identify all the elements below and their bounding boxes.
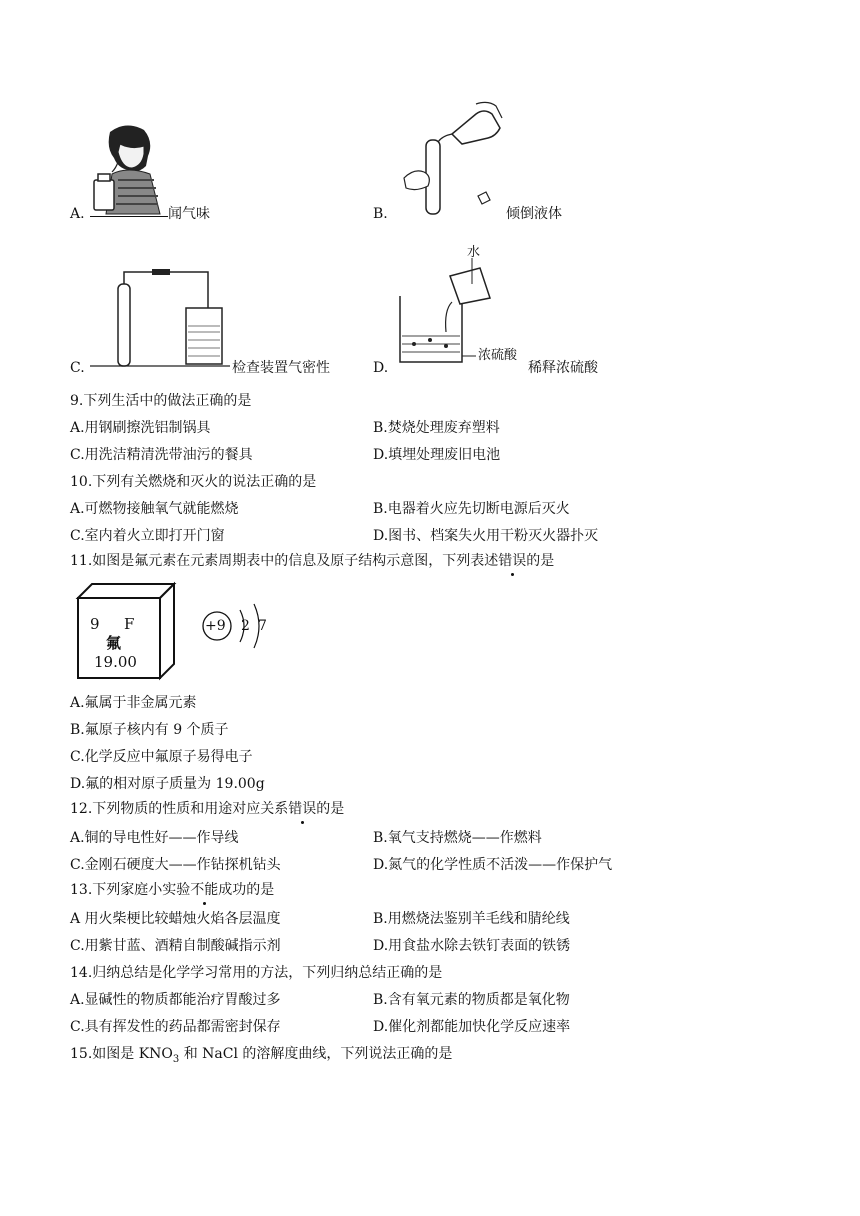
water-label: 水 (467, 245, 481, 260)
q8-option-d-caption: 稀释浓硫酸 (528, 360, 598, 376)
q9-option-a: A.用钢刷擦洗铝制锅具 (70, 420, 211, 436)
q11-option-c: C.化学反应中氟原子易得电子 (70, 749, 253, 765)
q13-option-b: B.用燃烧法鉴别羊毛线和腈纶线 (373, 911, 570, 927)
q12-option-b: B.氧气支持燃烧——作燃料 (373, 830, 542, 846)
atom-nucleus: +9 (205, 618, 226, 634)
q11-option-b: B.氟原子核内有 9 个质子 (70, 722, 229, 738)
q12-stem-emphasis: 错误 (288, 801, 317, 817)
q15-stem-before: 15.如图是 KNO (70, 1046, 173, 1062)
q15-stem (70, 1044, 452, 1070)
q13-stem-before: 13.下列家庭小实验 (70, 882, 191, 898)
q12-option-d: D.氮气的化学性质不活泼——作保护气 (373, 857, 613, 873)
acid-label: 浓硫酸 (478, 348, 518, 363)
q12-stem-after: 的是 (316, 801, 345, 817)
q13-stem-emphasis: 不能 (190, 882, 219, 898)
q13-option-d: D.用食盐水除去铁钉表面的铁锈 (373, 938, 571, 954)
smell-gas-figure (88, 122, 168, 218)
atom-shell-1: 2 (241, 618, 250, 634)
q14-option-c: C.具有挥发性的药品都需密封保存 (70, 1019, 281, 1035)
q14-option-a: A.显碱性的物质都能治疗胃酸过多 (70, 992, 281, 1008)
element-number: 9 (90, 615, 100, 633)
q14-option-b: B.含有氧元素的物质都是氧化物 (373, 992, 570, 1008)
q11-stem-after: 的是 (526, 553, 555, 569)
q8-option-b-letter: B. (373, 206, 388, 222)
q10-option-d: D.图书、档案失火用干粉灭火器扑灭 (373, 528, 599, 544)
q12-stem (70, 799, 344, 819)
q15-stem-after: 和 NaCl 的溶解度曲线，下列说法正确的是 (179, 1046, 453, 1062)
q13-stem-after: 成功的是 (218, 882, 275, 898)
q8-option-a-letter: A. (70, 206, 85, 222)
q9-option-d: D.填埋处理废旧电池 (373, 447, 501, 463)
q10-option-b: B.电器着火应先切断电源后灭火 (373, 501, 570, 517)
q11-stem-before: 11.如图是氟元素在元素周期表中的信息及原子结构示意图，下列表述 (70, 553, 499, 569)
element-mass: 19.00 (94, 653, 137, 671)
q12-option-a: A.铜的导电性好——作导线 (70, 830, 239, 846)
q11-option-a: A.氟属于非金属元素 (70, 695, 197, 711)
q13-option-a: A 用火柴梗比较蜡烛火焰各层温度 (70, 911, 281, 927)
airtightness-figure (90, 264, 230, 372)
element-name: 氟 (106, 634, 122, 652)
q8-option-c-caption: 检查装置气密性 (232, 360, 330, 376)
q13-option-c: C.用紫甘蓝、酒精自制酸碱指示剂 (70, 938, 281, 954)
element-symbol: F (124, 615, 135, 633)
q14-stem: 14.归纳总结是化学学习常用的方法，下列归纳总结正确的是 (70, 965, 443, 981)
q11-stem-emphasis: 错误 (498, 553, 527, 569)
q12-option-c: C.金刚石硬度大——作钻探机钻头 (70, 857, 281, 873)
q15-stem-subscript: 3 (172, 1053, 180, 1065)
q13-stem (70, 880, 274, 900)
q11-stem (70, 551, 554, 571)
q9-option-c: C.用洗洁精清洗带油污的餐具 (70, 447, 253, 463)
q8-option-c-letter: C. (70, 360, 85, 376)
q8-option-a-caption: 闻气味 (168, 206, 210, 222)
q10-option-a: A.可燃物接触氧气就能燃烧 (70, 501, 239, 517)
q11-option-d: D.氟的相对原子质量为 19.00g (70, 776, 265, 792)
q9-option-b: B.焚烧处理废弃塑料 (373, 420, 500, 436)
figure-baseline (90, 216, 168, 217)
q12-stem-before: 12.下列物质的性质和用途对应关系 (70, 801, 289, 817)
q10-stem: 10.下列有关燃烧和灭火的说法正确的是 (70, 474, 317, 490)
atom-shell-2: 7 (258, 618, 267, 634)
q10-option-c: C.室内着火立即打开门窗 (70, 528, 225, 544)
q8-option-b-caption: 倾倒液体 (506, 206, 562, 222)
q9-stem: 9.下列生活中的做法正确的是 (70, 393, 252, 409)
q8-option-d-letter: D. (373, 360, 389, 376)
pour-liquid-figure (392, 100, 512, 218)
q14-option-d: D.催化剂都能加快化学反应速率 (373, 1019, 571, 1035)
